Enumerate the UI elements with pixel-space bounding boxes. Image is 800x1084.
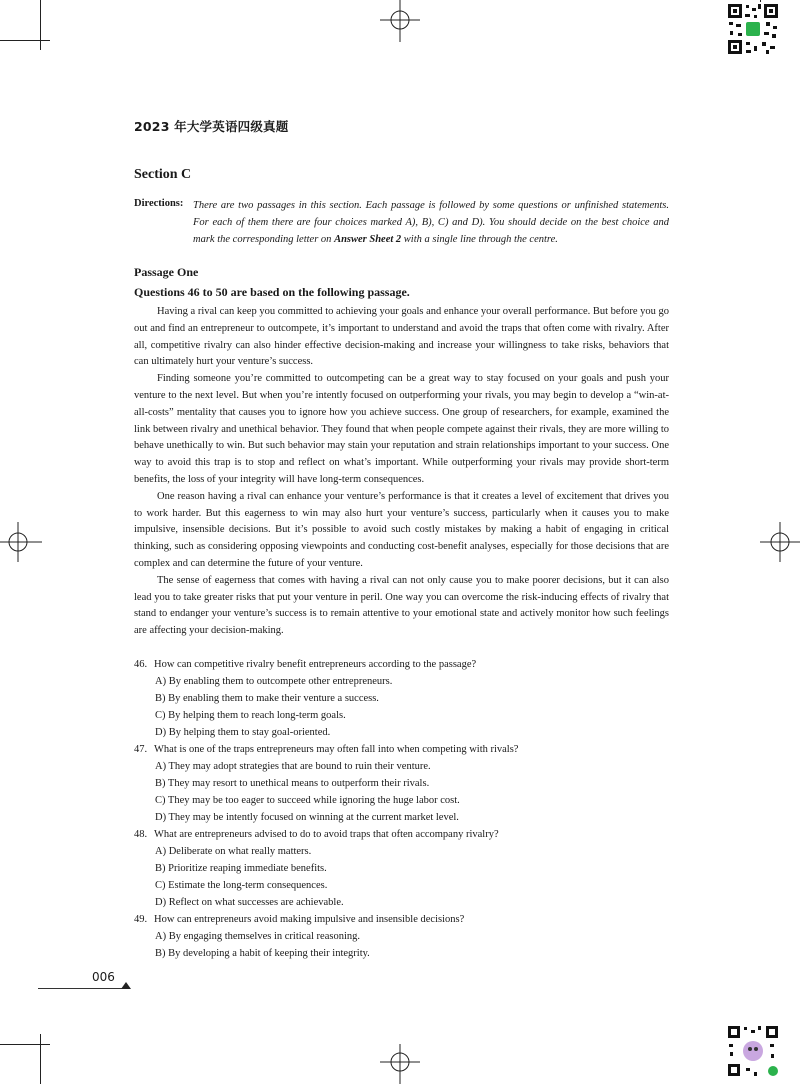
option-46-d: D) By helping them to stay goal-oriented. <box>155 727 331 738</box>
option-46-a: A) By enabling them to outcompete other entrepreneurs. <box>155 676 393 687</box>
option-49-a: A) By engaging themselves in critical reasoning. <box>155 931 360 942</box>
registration-mark-icon <box>760 522 800 562</box>
registration-mark-icon <box>380 1044 420 1084</box>
registration-mark-icon <box>380 0 420 42</box>
book-title: 2023 年大学英语四级真题 <box>134 119 289 134</box>
registration-mark-icon <box>0 522 42 562</box>
question-text: How can competitive rivalry benefit entrepreneurs according to the passage? <box>154 659 477 670</box>
question-47 <box>134 741 669 758</box>
question-text: What is one of the traps entrepreneurs may often fall into when competing with rivals? <box>154 744 519 755</box>
question-46 <box>134 656 669 673</box>
option-48-b: B) Prioritize reaping immediate benefits. <box>155 863 327 874</box>
crop-mark-icon <box>40 1034 41 1084</box>
directions-emphasis: Answer Sheet 2 <box>334 234 402 245</box>
crop-mark-icon <box>0 40 50 41</box>
question-48 <box>134 826 669 843</box>
directions-text <box>193 197 669 248</box>
option-48-c: C) Estimate the long-term consequences. <box>155 880 328 891</box>
question-list <box>134 656 669 962</box>
footer-rule <box>38 988 130 989</box>
directions-text-after: with a single line through the centre. <box>401 234 558 245</box>
passage-title: Passage One <box>134 265 199 279</box>
question-number: 49. <box>134 914 148 925</box>
option-47-a: A) They may adopt strategies that are bound to ruin their venture. <box>155 761 431 772</box>
question-number: 46. <box>134 659 148 670</box>
section-title: Section C <box>134 167 192 182</box>
crop-mark-icon <box>0 1044 50 1045</box>
passage-paragraph: Finding someone you’re committed to outcompeting can be a great way to stay focused on your goals and push your venture to the next level. But when you’re intently focused on outperforming your rivals, you may begin to develop a “win-at-all-costs” mentality that causes you to ignore how you achieve success. One group of researchers, for example, examined the link between rivalry and unethical behavior. They found that when people compete against their rivals, they are more willing to behave unethically to win. But such behavior may stain your reputation and strain relationships important to your success. One way to avoid this trap is to stop and reflect on what’s important. While outperforming your rivals may provide short-term benefits, the loss of your integrity will have long-term consequences. <box>134 373 669 485</box>
option-47-c: C) They may be too eager to succeed while ignoring the huge labor cost. <box>155 795 460 806</box>
option-46-b: B) By enabling them to make their venture a success. <box>155 693 379 704</box>
directions-text-before: There are two passages in this section. Each passage is followed by some questions or unfinished statements. For each of them there are four choices marked A), B), C) and D). You should decide on the best choice and mark the corresponding letter on <box>193 200 669 245</box>
question-49 <box>134 911 669 928</box>
passage-paragraph: Having a rival can keep you committed to achieving your goals and enhance your overall performance. But before you go out and find an entrepreneur to outcompete, it’s important to understand and avoid the traps that often come with rivalry. After all, competitive rivalry can also hinder effective decision-making and increase your willingness to take risks, behaviors that can ultimately hurt your venture’s success. <box>134 306 669 368</box>
option-47-b: B) They may resort to unethical means to outperform their rivals. <box>155 778 430 789</box>
qr-code-icon[interactable] <box>726 2 780 56</box>
question-number: 48. <box>134 829 148 840</box>
qr-code-icon[interactable] <box>724 1022 782 1080</box>
option-47-d: D) They may be intently focused on winning at the current market level. <box>155 812 459 823</box>
question-number: 47. <box>134 744 148 755</box>
passage-intro: Questions 46 to 50 are based on the following passage. <box>134 285 410 299</box>
option-48-a: A) Deliberate on what really matters. <box>155 846 312 857</box>
question-text: How can entrepreneurs avoid making impulsive and insensible decisions? <box>154 914 465 925</box>
question-text: What are entrepreneurs advised to do to avoid traps that often accompany rivalry? <box>154 829 499 840</box>
footer-triangle-icon <box>121 982 131 989</box>
passage-body <box>134 304 669 640</box>
option-49-b: B) By developing a habit of keeping their integrity. <box>155 948 370 959</box>
option-48-d: D) Reflect on what successes are achievable. <box>155 897 344 908</box>
crop-mark-icon <box>40 0 41 50</box>
directions-label: Directions: <box>134 198 184 209</box>
option-46-c: C) By helping them to reach long-term goals. <box>155 710 346 721</box>
page-number: 006 <box>92 970 115 984</box>
passage-paragraph: One reason having a rival can enhance your venture’s performance is that it creates a level of excitement that drives you to work harder. But this eagerness to win may also hurt your venture’s success, particularly when it causes you to make impulsive, insensible decisions. But it’s possible to avoid such costly mistakes by making a habit of engaging in critical thinking, such as considering opposing viewpoints and conducting cost-benefit analyses, especially for those decisions that are complex and can determine the future of your venture. <box>134 490 669 569</box>
passage-paragraph: The sense of eagerness that comes with having a rival can not only cause you to make poorer decisions, but it can also lead you to take greater risks that put your venture in peril. One way you can overcome the risk-inducing effects of rivalry that stand to endanger your venture’s success is to remain attentive to your emotional state and actively monitor how such feelings are affecting your decision-making. <box>134 574 669 637</box>
